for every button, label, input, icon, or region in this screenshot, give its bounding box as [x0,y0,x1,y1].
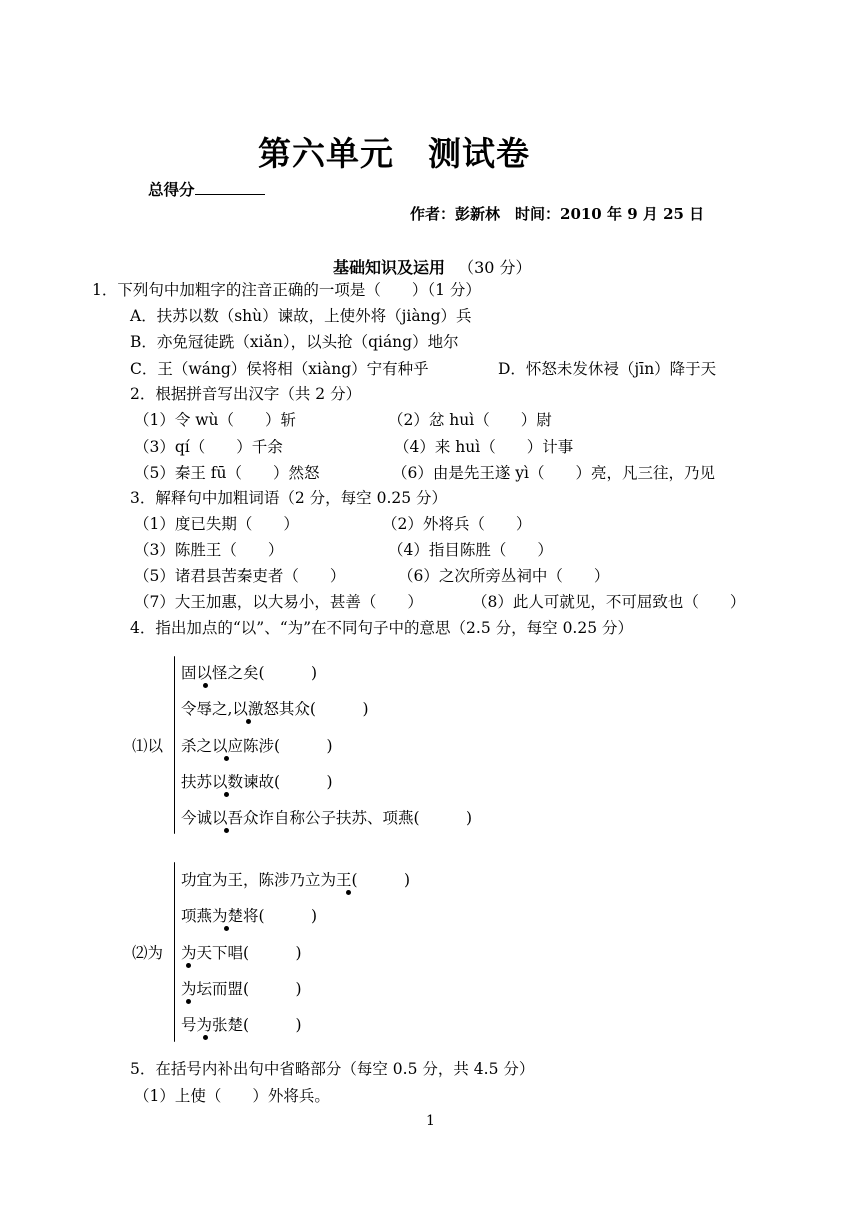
q4-group1-label: ⑴以 [132,737,164,755]
page-title: 第六单元 测试卷 [258,134,530,173]
q4-group2-item-4: 为坛而盟( ) [181,980,302,998]
q4-group2-item-2: 项燕为楚将( ) [181,907,318,925]
q4-group1-item-2: 令辱之,以激怒其众( ) [181,700,369,718]
q1-stem: 1．下列句中加粗字的注音正确的一项是（ ）（1 分） [92,281,481,299]
q3-item-8: （8）此人可就见，不可屈致也（ ） [472,593,746,611]
q2-item-5: （5）秦王 fū（ ）然怒 [134,464,320,482]
q3-stem: 3．解释句中加粗词语（2 分，每空 0.25 分） [130,489,448,507]
q4-group1-brace [174,656,175,834]
section-heading [333,255,532,278]
q2-item-6: （6）由是先王遂 yì（ ）亮，凡三往，乃见 [392,464,716,482]
q3-item-7: （7）大王加惠，以大易小，甚善（ ） [134,593,423,611]
q5-stem: 5．在括号内补出句中省略部分（每空 0.5 分，共 4.5 分） [130,1060,535,1078]
q2-stem: 2．根据拼音写出汉字（共 2 分） [130,385,362,403]
emphasis-dot [224,792,229,797]
q1-option-b: B．亦免冠徒跣（xiǎn），以头抢（qiáng）地尔 [130,333,459,351]
q1-option-d: D．怀怒未发休祲（jīn）降于天 [498,360,717,378]
q1-option-a: A．扶苏以数（shù）谏故，上使外将（jiàng）兵 [130,307,472,325]
emphasis-dot [246,719,251,724]
total-score-text: 总得分 [148,181,195,199]
q3-item-1: （1）度已失期（ ） [134,515,299,533]
q3-item-3: （3）陈胜王（ ） [134,541,284,559]
q4-stem: 4．指出加点的“以”、“为”在不同句子中的意思（2.5 分，每空 0.25 分） [130,619,634,637]
q4-group2-item-5: 号为张楚( ) [181,1016,302,1034]
q2-item-4: （4）来 huì（ ）计事 [394,438,574,456]
emphasis-dot [224,926,229,931]
q4-group1-item-3: 杀之以应陈涉( ) [181,737,333,755]
q4-group2-brace [174,862,175,1042]
emphasis-dot [224,828,229,833]
author-line: 作者：彭新林 时间：2010 年 9 月 25 日 [410,205,705,223]
q4-group1-item-1: 固以怪之矣( ) [181,664,318,682]
q2-item-3: （3）qí（ ）千余 [134,438,283,456]
q4-group1-item-4: 扶苏以数谏故( ) [181,773,333,791]
q3-item-2: （2）外将兵（ ） [382,515,532,533]
q1-option-c: C．王（wáng）侯将相（xiàng）宁有种乎 [130,360,429,378]
total-score-blank[interactable] [195,180,265,195]
emphasis-dot [186,999,191,1004]
q4-group2-label: ⑵为 [132,944,164,962]
emphasis-dot [203,683,208,688]
q4-group1-item-5: 今诚以吾众诈自称公子扶苏、项燕( ) [181,809,473,827]
section-score: （30 分） [458,258,532,277]
emphasis-dot [203,1035,208,1040]
emphasis-dot [224,756,229,761]
q3-item-4: （4）指目陈胜（ ） [388,541,553,559]
q3-item-6: （6）之次所旁丛祠中（ ） [398,567,610,585]
q2-item-2: （2）忿 huì（ ）尉 [388,411,552,429]
q4-group2-item-1: 功宜为王，陈涉乃立为王( ) [181,871,411,889]
q5-item-1: （1）上使（ ）外将兵。 [134,1087,330,1105]
emphasis-dot [186,963,191,968]
q4-group2-item-3: 为天下唱( ) [181,944,302,962]
q2-item-1: （1）令 wù（ ）斩 [134,411,297,429]
q3-item-5: （5）诸君县苦秦吏者（ ） [134,567,346,585]
emphasis-dot [346,890,351,895]
page-number: 1 [426,1113,435,1129]
section-title: 基础知识及运用 [333,258,446,277]
total-score-label [148,178,265,200]
